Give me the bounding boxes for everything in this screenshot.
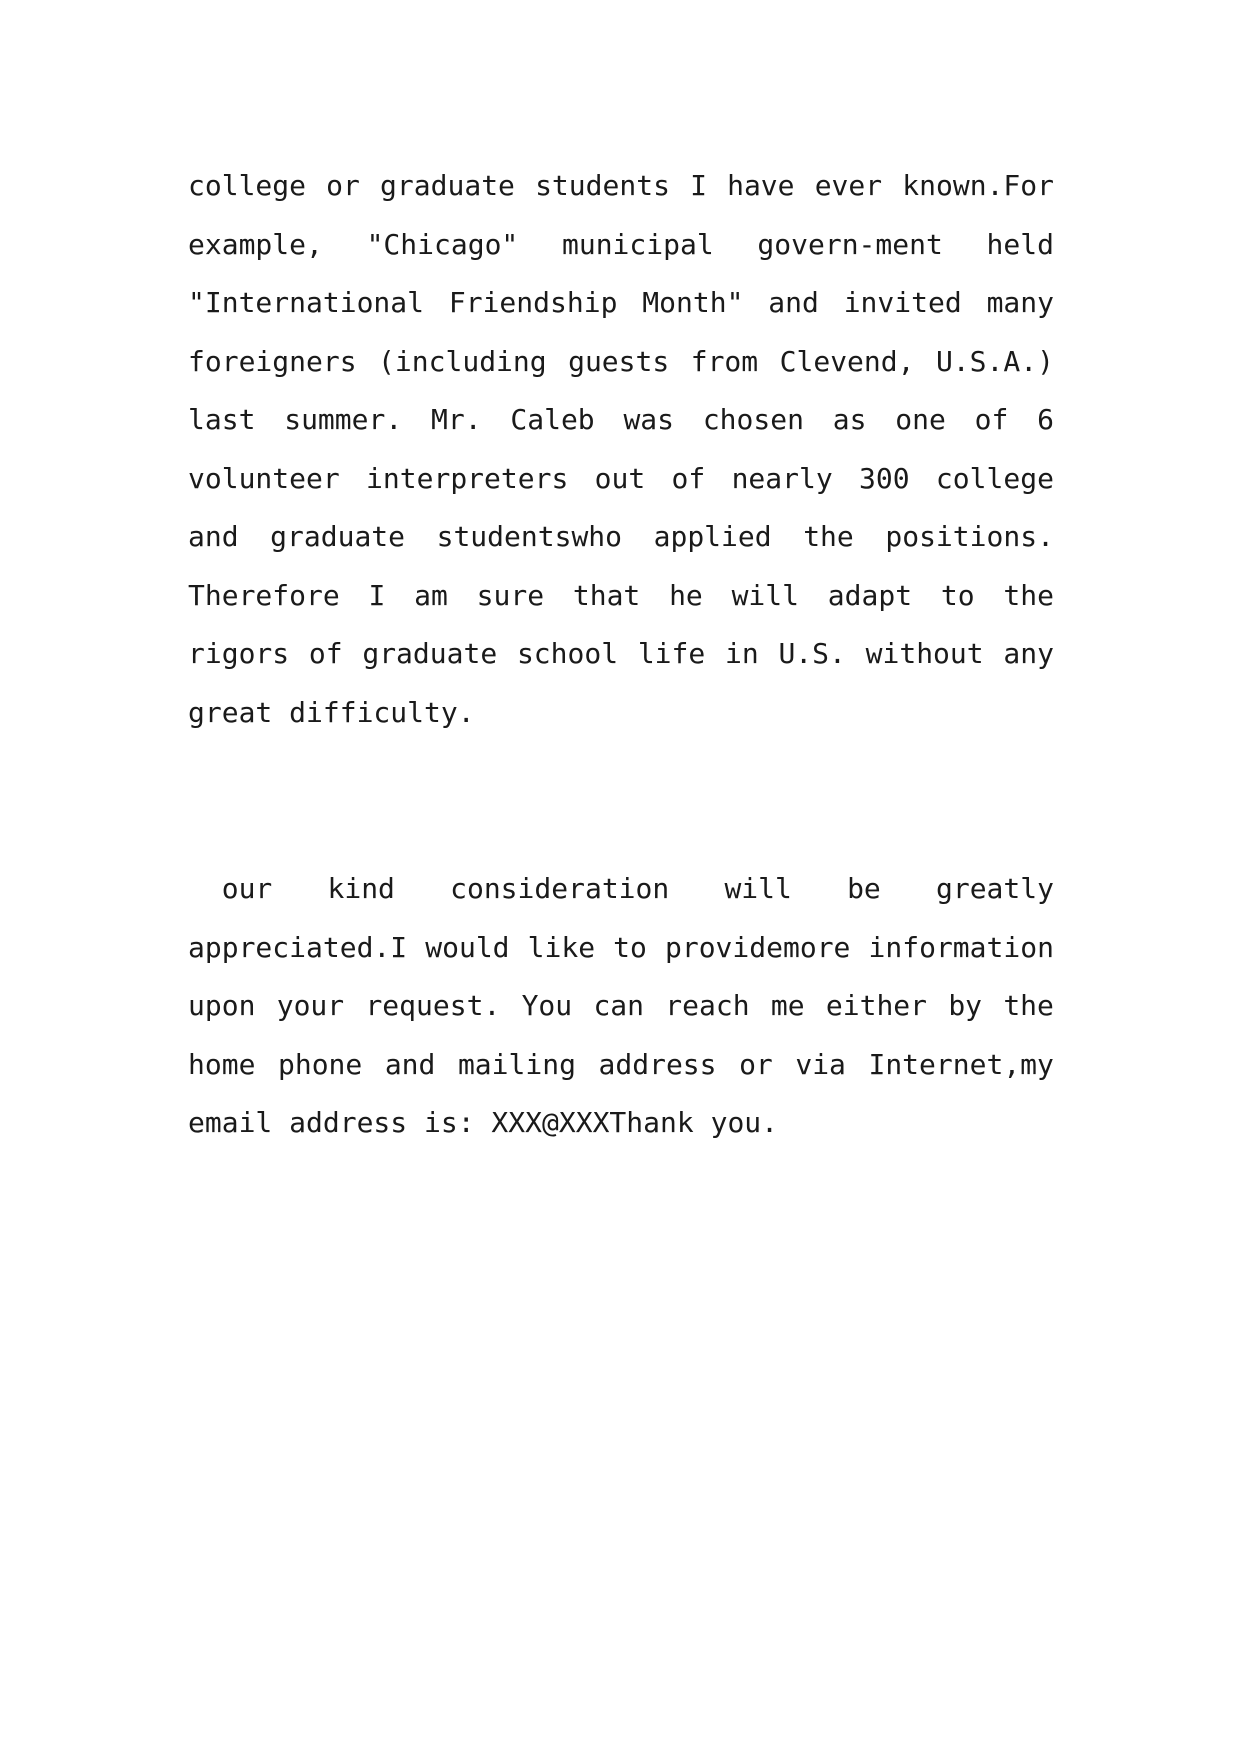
word: Month" — [642, 286, 744, 319]
word: or — [326, 169, 360, 202]
word: greatly — [935, 872, 1054, 905]
word: adapt — [827, 578, 913, 612]
word: request. — [365, 989, 501, 1022]
word: me — [770, 989, 805, 1022]
word: to — [613, 930, 647, 964]
word: that — [572, 578, 641, 612]
word: Therefore — [188, 578, 340, 612]
text-line — [188, 860, 1054, 919]
word: am — [414, 578, 448, 612]
text-line — [188, 567, 1054, 626]
word: ever — [814, 169, 883, 202]
word: to — [940, 578, 975, 612]
word: be — [847, 872, 881, 905]
word: appreciated.I — [188, 930, 408, 964]
word: and — [188, 520, 239, 553]
word: life — [637, 637, 706, 670]
word: example, — [188, 227, 323, 261]
word: consideration — [450, 872, 670, 905]
word: your — [276, 989, 345, 1022]
word: without — [865, 637, 984, 670]
text-line — [188, 216, 1054, 275]
word: address — [598, 1047, 717, 1081]
word: municipal — [561, 227, 714, 261]
word: Caleb — [510, 403, 595, 436]
word: interpreters — [366, 461, 569, 495]
text-line — [188, 919, 1054, 978]
word: Friendship — [448, 286, 618, 319]
word: Clevend, — [779, 344, 915, 378]
word: one — [895, 403, 946, 436]
word: by — [948, 989, 983, 1022]
word: or — [739, 1047, 773, 1081]
word: guests — [568, 344, 670, 378]
word: and — [768, 286, 819, 319]
word: in — [725, 637, 759, 670]
word: "International — [188, 286, 425, 319]
word: will — [731, 578, 800, 612]
text-line — [188, 274, 1054, 333]
word: as — [832, 403, 867, 436]
word: graduate — [380, 169, 515, 202]
word: U.S.A.) — [935, 344, 1054, 378]
word: U.S. — [778, 637, 846, 670]
text-line — [188, 977, 1054, 1036]
word: via — [795, 1047, 846, 1081]
word: graduate — [270, 520, 406, 553]
word: (including — [378, 344, 547, 378]
word: was — [623, 403, 675, 436]
text-line: email address is: XXX@XXXThank you. — [188, 1106, 779, 1139]
word: phone — [277, 1047, 363, 1081]
word: last — [188, 403, 256, 436]
word: information — [868, 930, 1054, 964]
word: govern-ment — [757, 227, 943, 261]
word: summer. — [284, 403, 403, 436]
word: of — [974, 403, 1009, 436]
word: nearly — [731, 461, 833, 495]
word: upon — [188, 989, 256, 1022]
word: sure — [476, 578, 545, 612]
word: invited — [843, 286, 962, 319]
word: volunteer — [188, 461, 340, 495]
word: I — [690, 169, 707, 202]
word: You — [521, 989, 573, 1022]
word: of — [308, 637, 343, 670]
text-line — [188, 508, 1054, 567]
paragraph-closing — [188, 860, 1054, 1153]
text-line — [188, 625, 1054, 684]
word: school — [516, 637, 619, 670]
word: college — [935, 461, 1054, 495]
word: Internet,my — [868, 1047, 1054, 1081]
word: would — [425, 930, 510, 964]
word: students — [535, 169, 670, 202]
word: studentswho — [436, 520, 623, 553]
word: have — [727, 169, 795, 202]
word: kind — [327, 872, 395, 905]
paragraph-recommendation — [188, 157, 1054, 742]
word: like — [527, 930, 596, 964]
word: known.For — [902, 169, 1054, 202]
word: 300 — [859, 461, 910, 495]
word: providemore — [664, 930, 851, 964]
word: our — [188, 872, 273, 905]
word: I — [368, 578, 386, 612]
word: the — [803, 520, 854, 553]
word: chosen — [702, 403, 804, 436]
word: reach — [665, 989, 750, 1022]
word: many — [986, 286, 1054, 319]
word: 6 — [1037, 403, 1054, 436]
text-line: great difficulty. — [188, 695, 475, 729]
word: and — [384, 1047, 436, 1081]
word: Mr. — [431, 403, 482, 436]
word: the — [1003, 989, 1054, 1022]
word: mailing — [457, 1047, 576, 1081]
text-line — [188, 1036, 1054, 1095]
word: applied — [653, 520, 772, 553]
word: from — [690, 344, 759, 378]
word: the — [1003, 578, 1054, 612]
word: any — [1003, 637, 1054, 670]
word: "Chicago" — [366, 227, 519, 261]
word: of — [671, 461, 706, 495]
word: graduate — [362, 637, 498, 670]
word: held — [986, 227, 1054, 261]
word: he — [669, 578, 703, 612]
word: either — [825, 989, 928, 1022]
text-line — [188, 450, 1054, 509]
word: rigors — [188, 637, 290, 670]
word: will — [724, 872, 792, 905]
text-line — [188, 391, 1054, 450]
word: college — [188, 169, 307, 202]
word: out — [594, 461, 646, 495]
word: can — [593, 989, 645, 1022]
text-line — [188, 333, 1054, 392]
word: positions. — [885, 520, 1054, 553]
word: foreigners — [188, 344, 357, 378]
text-line — [188, 157, 1054, 216]
word: home — [188, 1047, 256, 1081]
